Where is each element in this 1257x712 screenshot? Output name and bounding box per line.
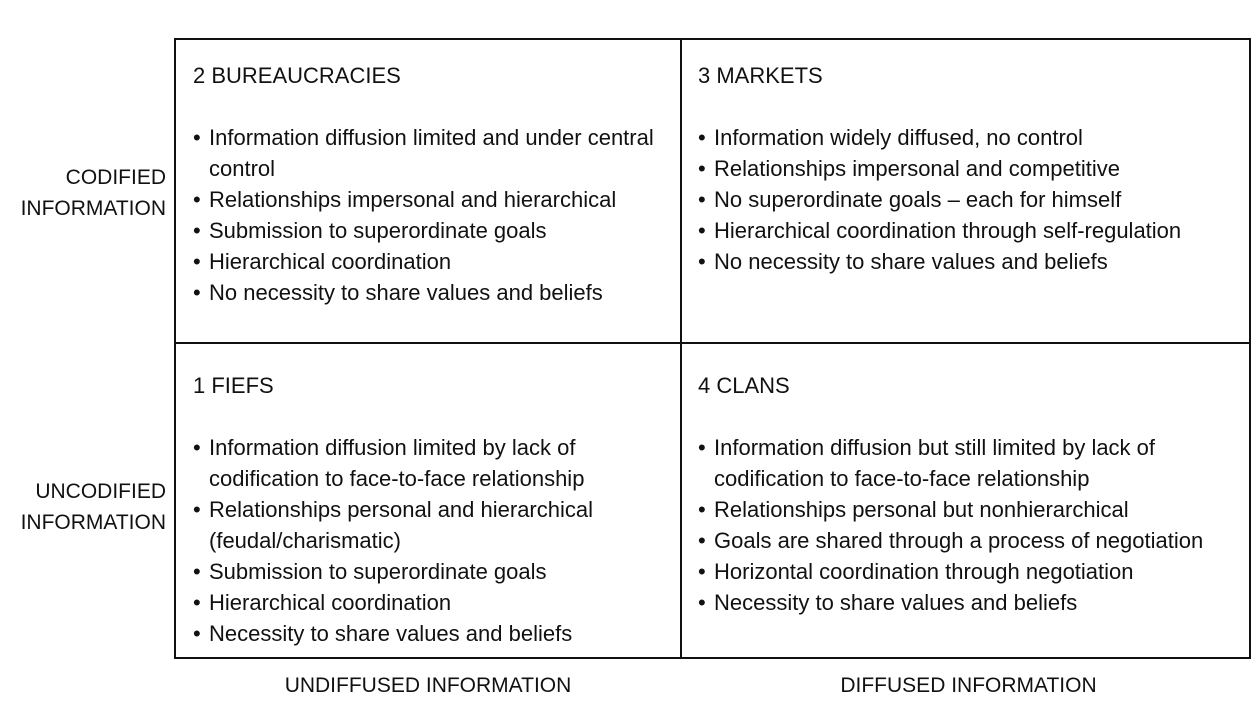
list-item: • No necessity to share values and beliefs	[193, 277, 679, 308]
list-item: • Information diffusion limited by lack of codification to face-to-face relationship	[193, 432, 663, 494]
list-item: • Hierarchical coordination	[193, 587, 663, 618]
quadrant-title: 1 FIEFS	[193, 373, 274, 398]
quadrant-title: 4 CLANS	[698, 373, 790, 398]
column-label-diffused: DIFFUSED INFORMATION	[840, 674, 1097, 697]
quadrant-title: 2 BUREAUCRACIES	[193, 63, 401, 88]
list-item: • Horizontal coordination through negotiation	[698, 556, 1218, 587]
list-item: • Hierarchical coordination	[193, 246, 679, 277]
list-item: • No superordinate goals – each for himself	[698, 184, 1249, 215]
quadrant-markets	[698, 60, 1249, 277]
column-label-undiffused: UNDIFFUSED INFORMATION	[284, 674, 572, 697]
list-item: • Relationships personal and hierarchical (feudal/charismatic)	[193, 494, 663, 556]
bullet-list	[193, 432, 663, 649]
quadrant-fiefs	[193, 370, 663, 649]
list-item: • Relationships impersonal and competitive	[698, 153, 1249, 184]
vertical-divider	[680, 40, 682, 657]
list-item: • Necessity to share values and beliefs	[698, 587, 1218, 618]
list-item: • Information diffusion but still limited by lack of codification to face-to-face relationship	[698, 432, 1218, 494]
list-item: • Goals are shared through a process of negotiation	[698, 525, 1218, 556]
list-item: • Submission to superordinate goals	[193, 556, 663, 587]
list-item: • Information widely diffused, no control	[698, 122, 1249, 153]
horizontal-divider	[176, 342, 1249, 344]
list-item: • No necessity to share values and beliefs	[698, 246, 1249, 277]
row-label-uncodified: UNCODIFIED INFORMATION	[20, 480, 166, 534]
bullet-list	[193, 122, 679, 308]
quadrant-title: 3 MARKETS	[698, 63, 823, 88]
list-item: • Necessity to share values and beliefs	[193, 618, 663, 649]
quadrant-grid	[174, 38, 1251, 659]
row-label-codified: CODIFIED INFORMATION	[20, 166, 166, 220]
list-item: • Hierarchical coordination through self-regulation	[698, 215, 1249, 246]
quadrant-clans	[698, 370, 1218, 618]
list-item: • Submission to superordinate goals	[193, 215, 679, 246]
bullet-list	[698, 122, 1249, 277]
list-item: • Relationships impersonal and hierarchical	[193, 184, 679, 215]
list-item: • Information diffusion limited and under central control	[193, 122, 679, 184]
list-item: • Relationships personal but nonhierarchical	[698, 494, 1218, 525]
bullet-list	[698, 432, 1218, 618]
quadrant-bureaucracies	[193, 60, 679, 308]
